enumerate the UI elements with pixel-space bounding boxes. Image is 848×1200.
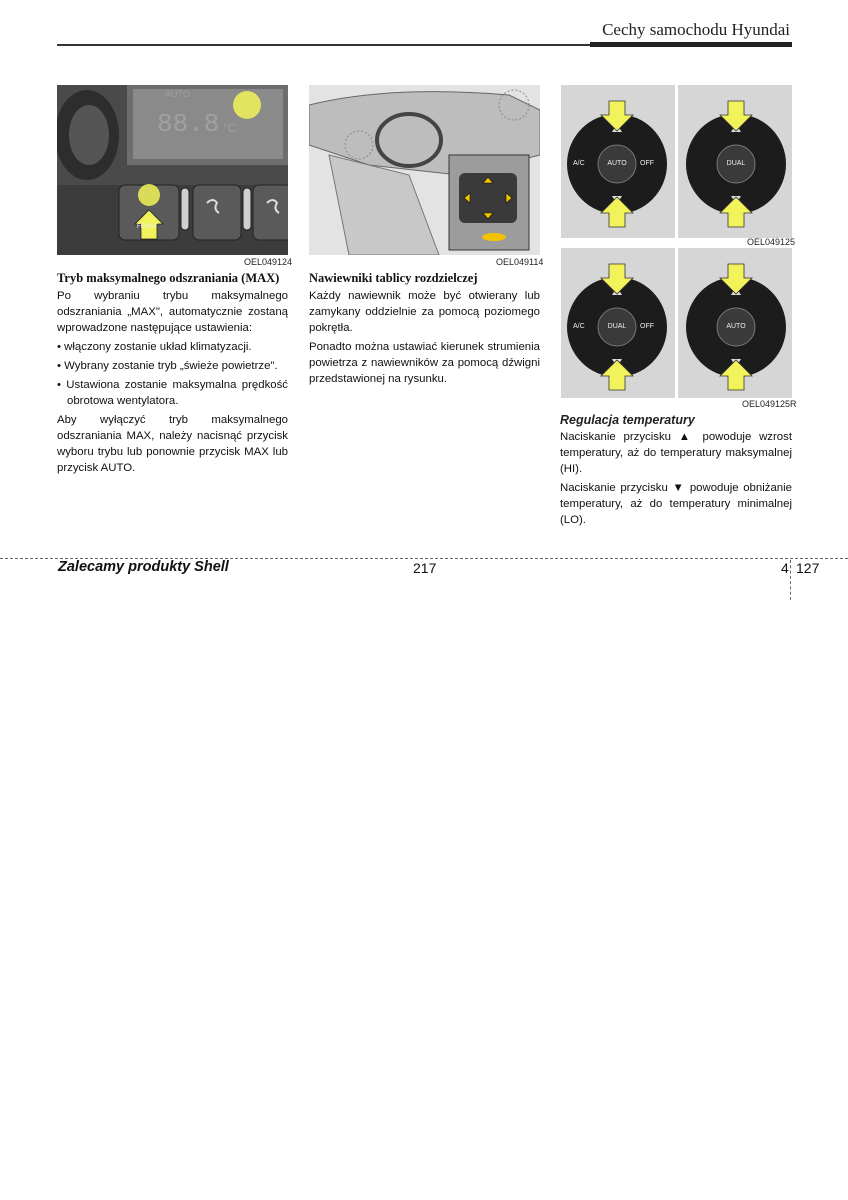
section-temperature: [560, 413, 792, 531]
figure2-code: OEL049114: [496, 257, 544, 267]
knob-a1-right: OFF: [640, 160, 654, 167]
section-title: Tryb maksymalnego odszraniania (MAX): [57, 271, 280, 285]
paragraph: Każdy nawiewnik może być otwierany lub zamykany oddzielnie za pomocą poziomego pokrętła.: [309, 290, 540, 334]
knob-a1-left: A/C: [573, 160, 585, 167]
paragraph: Naciskanie przycisku ▼ powoduje obniżanie temperatury, aż do temperatury minimalnej (LO).: [560, 482, 792, 526]
list-item: • włączony zostanie układ klimatyzacji.: [57, 341, 252, 353]
section-title: Regulacja temperatury: [560, 413, 695, 427]
figure-knobs-typ-b: [560, 248, 792, 410]
list-item: • Ustawiona zostanie maksymalna prędkość obrotowa wentylatora.: [57, 379, 288, 407]
header-title: Cechy samochodu Hyundai: [602, 20, 790, 39]
section-dashboard-vents: [309, 271, 540, 390]
display-temperature: 88.8: [157, 109, 220, 139]
footer-vertical-divider: [790, 560, 791, 600]
header-rule-accent: [590, 42, 792, 47]
figure1-code: OEL049124: [244, 257, 293, 267]
paragraph: Ponadto można ustawiać kierunek strumienia powietrza z nawiewników za pomocą dźwigni przedstawionej na rysunku.: [309, 341, 540, 385]
figure3-code: OEL049125: [747, 237, 796, 247]
footer-note: Zalecamy produkty Shell: [58, 559, 229, 575]
knob-a2-center: DUAL: [726, 160, 746, 167]
section-max-defrost: [57, 271, 288, 479]
paragraph: Aby wyłączyć tryb maksymalnego odszraniania MAX, należy nacisnąć przycisk wyboru trybu lub ponownie przycisk MAX lub przycisk AUTO.: [57, 414, 288, 474]
knobs-typ-a-illustration: [560, 85, 792, 248]
display-auto: AUTO: [165, 89, 190, 99]
paragraph: Po wybraniu trybu maksymalnego odszraniania „MAX", automatycznie zostaną wprowadzone następujące ustawienia:: [57, 290, 288, 334]
section-title: Nawiewniki tablicy rozdzielczej: [309, 271, 478, 285]
footer-page-index: 217: [413, 560, 437, 576]
front-defrost-label: FRONT: [137, 224, 158, 230]
dashboard-illustration: [309, 85, 540, 255]
knob-b2-center: AUTO: [726, 323, 746, 330]
footer-chapter: 4: [781, 560, 789, 576]
knob-b1-left: A/C: [573, 323, 585, 330]
knob-a1-center: AUTO: [607, 160, 627, 167]
display-unit: °C: [223, 121, 237, 135]
knob-b1-right: OFF: [640, 323, 654, 330]
figure3b-code: OEL049125R: [742, 399, 797, 409]
figure-dashboard-vents: [309, 85, 540, 255]
figure-defrost-panel: [57, 85, 288, 255]
list-item: • Wybrany zostanie tryb „świeże powietrze".: [57, 360, 278, 372]
knobs-typ-b-illustration: [560, 248, 792, 410]
paragraph: Naciskanie przycisku ▲ powoduje wzrost temperatury, aż do temperatury maksymalnej (HI).: [560, 431, 792, 475]
knob-b1-center: DUAL: [607, 323, 627, 330]
figure-knobs-typ-a: [560, 85, 792, 248]
footer-page-number: 127: [796, 560, 820, 576]
